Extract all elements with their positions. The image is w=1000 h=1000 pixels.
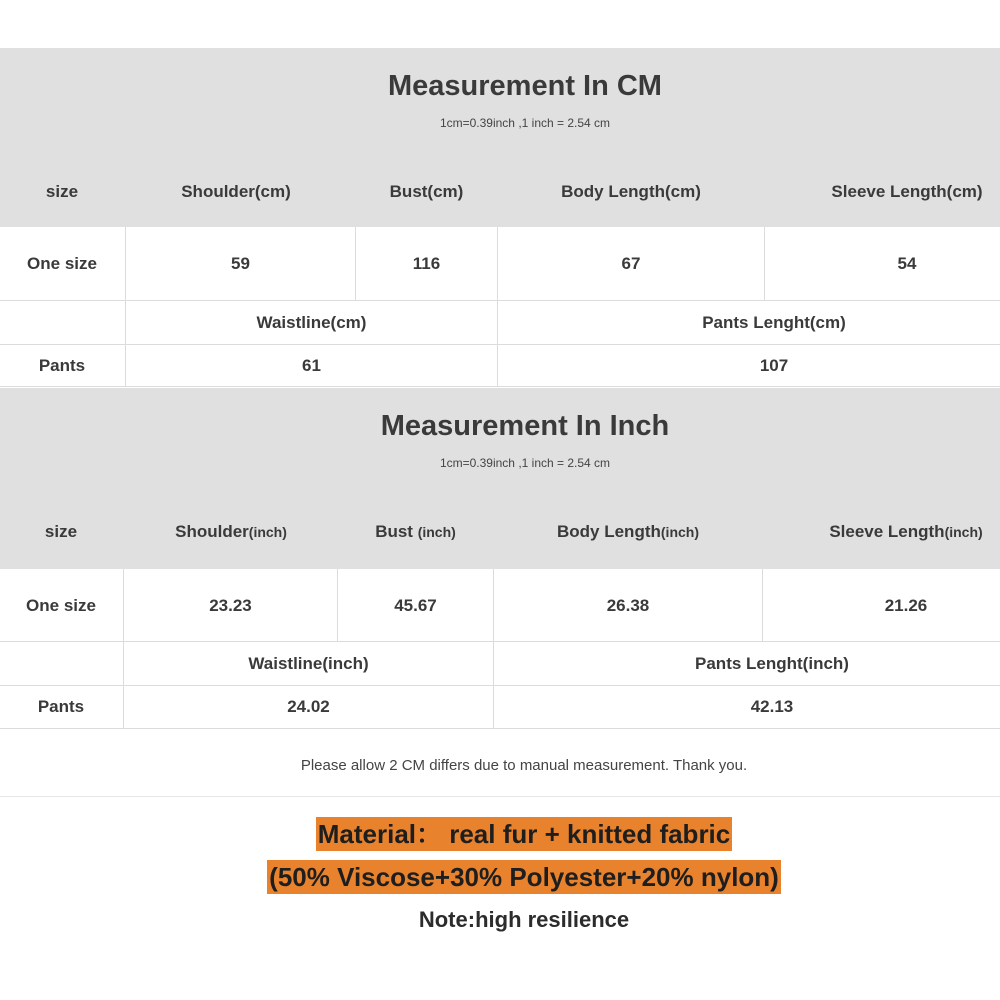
inch-header-sleeve-length <box>790 512 1000 552</box>
inch-row-pants-label: Pants <box>37 697 85 716</box>
inch-grid-line <box>0 728 1000 729</box>
cm-conversion-note: 1cm=0.39inch ,1 inch = 2.54 cm <box>439 116 611 130</box>
cm-waistline-value: 61 <box>302 355 321 375</box>
measurement-notice: Please allow 2 CM differs due to manual measurement. Thank you. <box>300 757 748 774</box>
inch-header-body-length-label: Body Length <box>557 522 661 541</box>
cm-pants-length-header: Pants Lenght(cm) <box>702 312 846 332</box>
inch-header-shoulder-label: Shoulder <box>175 522 249 541</box>
inch-waistline-value: 24.02 <box>287 697 330 716</box>
cm-pants-length-value: 107 <box>759 355 789 375</box>
cm-body-length-value: 67 <box>621 254 641 273</box>
inch-pants-length-header: Pants Lenght(inch) <box>695 653 849 673</box>
cm-shoulder-value: 59 <box>231 254 250 273</box>
inch-waistline-header: Waistline(inch) <box>248 653 369 673</box>
inch-header-size <box>0 512 122 552</box>
inch-header-size-label: size <box>44 522 78 541</box>
cm-sleeve-length-value: 54 <box>897 254 917 273</box>
inch-sleeve-length-value: 21.26 <box>884 595 928 615</box>
resilience-note: Note:high resilience <box>418 907 630 932</box>
inch-pants-length-value: 42.13 <box>750 697 794 716</box>
cm-bust-value: 116 <box>412 254 441 273</box>
material-line-1-row <box>0 817 1000 851</box>
inch-header-sleeve-length-unit: (inch) <box>944 524 983 540</box>
material-line-1: Material： real fur + knitted fabric <box>317 819 731 849</box>
inch-header-bust-label: Bust <box>375 522 418 541</box>
inch-header-shoulder <box>124 512 338 552</box>
notice-divider <box>0 796 1000 797</box>
cm-waistline-header: Waistline(cm) <box>256 312 367 332</box>
cm-grid-line <box>0 386 1000 387</box>
inch-header-body-length <box>494 512 762 552</box>
inch-header-sleeve-length-label: Sleeve Length <box>829 522 945 541</box>
inch-title: Measurement In Inch <box>380 410 670 442</box>
inch-row-one-size-label: One size <box>26 595 96 615</box>
cm-title: Measurement In CM <box>388 70 662 102</box>
cm-header-shoulder: Shoulder(cm) <box>181 182 291 201</box>
cm-row-one-size-label: One size <box>27 254 97 273</box>
inch-header-body-length-unit: (inch) <box>660 524 699 540</box>
inch-header-bust-unit: (inch) <box>417 524 456 540</box>
material-line-2: (50% Viscose+30% Polyester+20% nylon) <box>269 862 779 892</box>
inch-header-shoulder-unit: (inch) <box>248 524 287 540</box>
cm-header-size: size <box>45 182 79 201</box>
inch-header-bust <box>338 512 493 552</box>
inch-body-length-value: 26.38 <box>606 595 650 615</box>
inch-conversion-note: 1cm=0.39inch ,1 inch = 2.54 cm <box>439 456 611 470</box>
cm-header-body-length: Body Length(cm) <box>561 182 701 201</box>
inch-shoulder-value: 23.23 <box>209 595 252 615</box>
cm-row-pants-label: Pants <box>38 355 86 375</box>
cm-header-sleeve-length: Sleeve Length(cm) <box>831 182 983 201</box>
cm-header-bust: Bust(cm) <box>389 182 464 201</box>
inch-bust-value: 45.67 <box>394 595 437 615</box>
material-line-2-row <box>0 860 1000 894</box>
